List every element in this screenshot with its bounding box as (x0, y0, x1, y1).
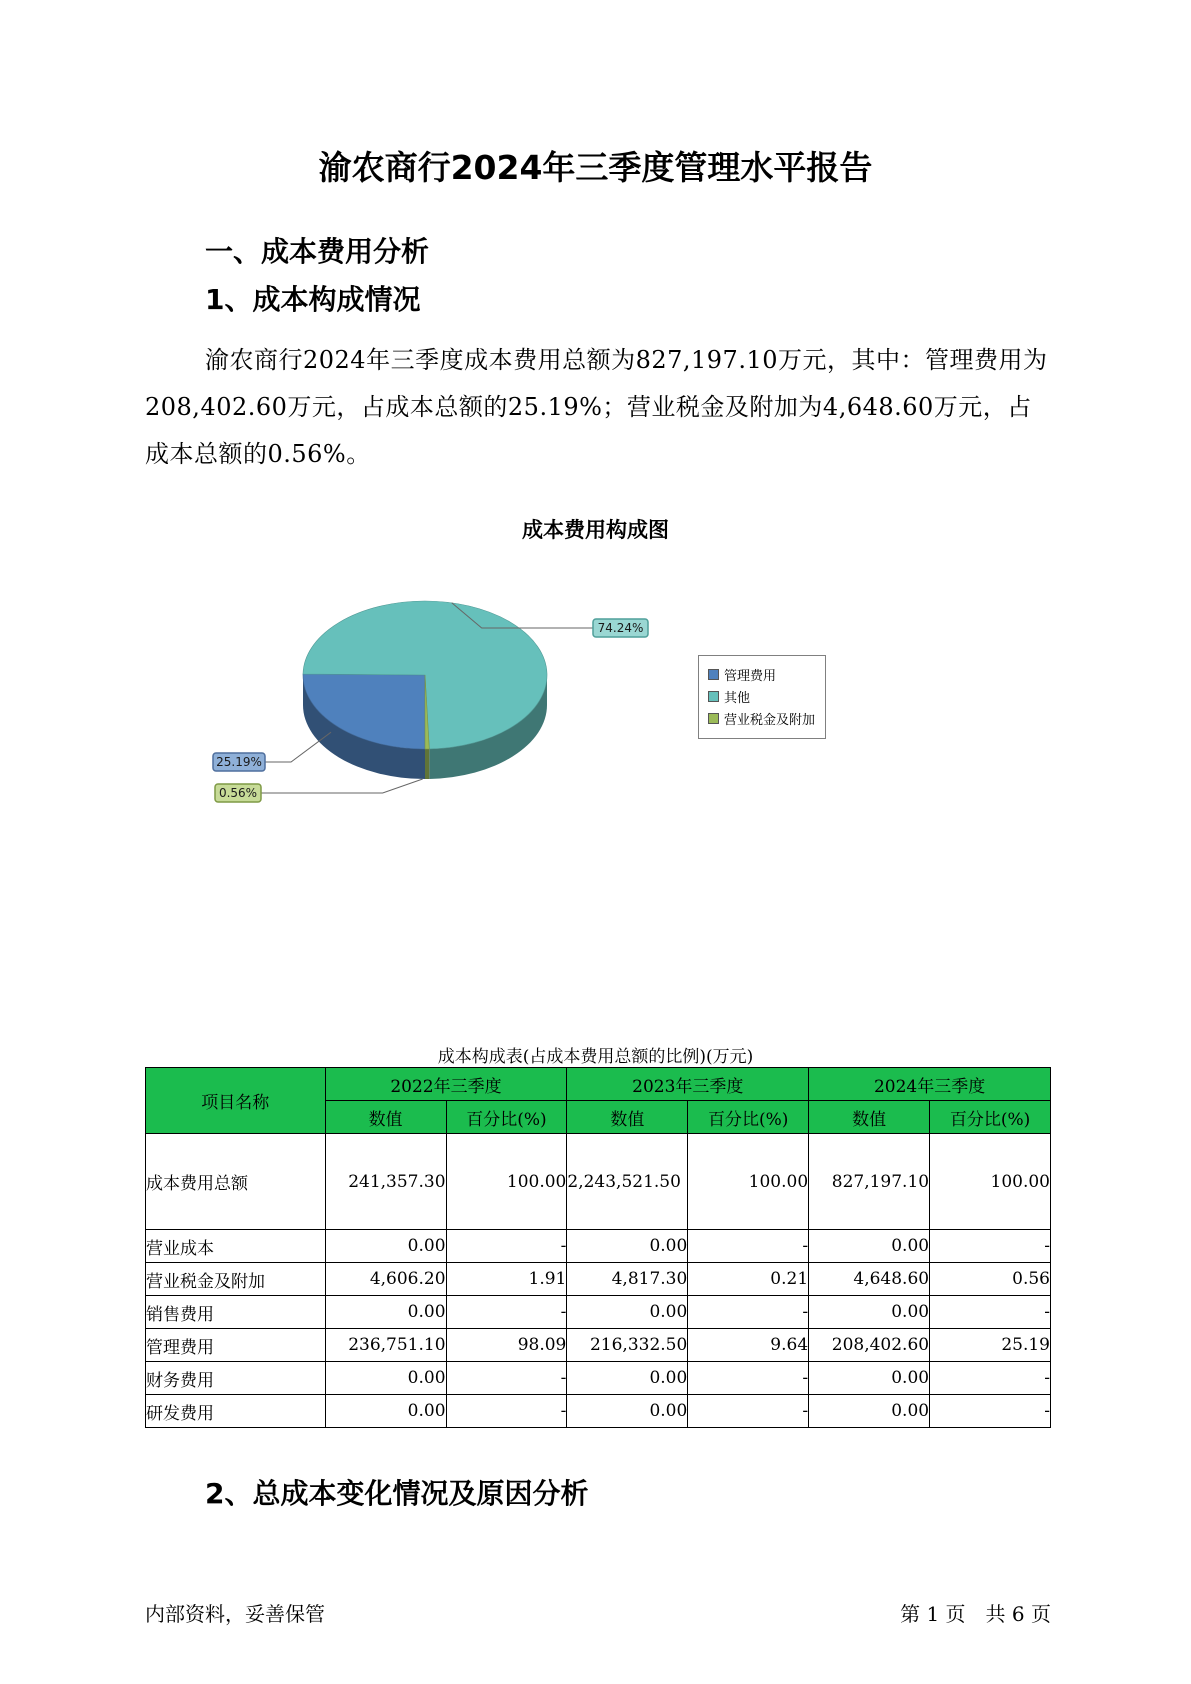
row-name: 财务费用 (146, 1362, 326, 1395)
row-name: 管理费用 (146, 1329, 326, 1362)
pie-slice-side (425, 749, 429, 779)
cell-percent: 25.19 (930, 1329, 1051, 1362)
cell-value: 0.00 (325, 1296, 446, 1329)
cell-percent: - (446, 1395, 567, 1428)
cell-percent: 0.21 (688, 1263, 809, 1296)
cell-percent: - (688, 1395, 809, 1428)
legend-label: 其他 (724, 691, 751, 706)
header-item: 项目名称 (146, 1068, 326, 1134)
legend-swatch-tax (708, 713, 719, 724)
header-period: 2023年三季度 (567, 1068, 809, 1101)
cell-value: 0.00 (325, 1395, 446, 1428)
legend-swatch-other (708, 691, 719, 702)
section-heading: 一、成本费用分析 (205, 235, 430, 268)
table-row (146, 1263, 1051, 1296)
table-row (146, 1362, 1051, 1395)
legend-label: 管理费用 (724, 669, 777, 684)
cell-value: 0.00 (809, 1230, 930, 1263)
subsection-heading: 1、成本构成情况 (205, 283, 421, 316)
row-name: 成本费用总额 (146, 1134, 326, 1230)
subsection-heading: 2、总成本变化情况及原因分析 (205, 1477, 589, 1510)
cell-percent: 9.64 (688, 1329, 809, 1362)
page-number: 第 1 页 共 6 页 (900, 1602, 1051, 1626)
legend-label: 营业税金及附加 (724, 713, 816, 728)
cell-value: 0.00 (325, 1362, 446, 1395)
header-percent: 百分比(%) (930, 1101, 1051, 1134)
cell-value: 0.00 (567, 1362, 688, 1395)
data-label: 74.24% (597, 621, 644, 635)
cell-percent: - (446, 1296, 567, 1329)
cell-value: 0.00 (809, 1296, 930, 1329)
header-period: 2024年三季度 (809, 1068, 1051, 1101)
leader-line (261, 779, 423, 793)
header-percent: 百分比(%) (688, 1101, 809, 1134)
cell-value: 4,648.60 (809, 1263, 930, 1296)
cell-value: 2,243,521.50 (567, 1134, 688, 1230)
table-row (146, 1230, 1051, 1263)
cell-value: 0.00 (567, 1296, 688, 1329)
cell-percent: - (688, 1296, 809, 1329)
footer-note: 内部资料，妥善保管 (145, 1602, 325, 1626)
cell-value: 0.00 (809, 1395, 930, 1428)
table-row (146, 1134, 1051, 1230)
header-period: 2022年三季度 (325, 1068, 567, 1101)
cell-percent: 0.56 (930, 1263, 1051, 1296)
cell-percent: - (930, 1362, 1051, 1395)
cell-percent: - (930, 1230, 1051, 1263)
cell-percent: 1.91 (446, 1263, 567, 1296)
cell-percent: 100.00 (446, 1134, 567, 1230)
header-value: 数值 (325, 1101, 446, 1134)
cell-percent: 98.09 (446, 1329, 567, 1362)
legend-item (699, 664, 825, 685)
row-name: 销售费用 (146, 1296, 326, 1329)
data-label: 0.56% (218, 786, 258, 800)
cell-value: 216,332.50 (567, 1329, 688, 1362)
cell-value: 208,402.60 (809, 1329, 930, 1362)
cell-percent: - (930, 1395, 1051, 1428)
cell-percent: 100.00 (930, 1134, 1051, 1230)
table-row (146, 1296, 1051, 1329)
cell-percent: - (688, 1362, 809, 1395)
table-row (146, 1329, 1051, 1362)
cell-percent: 100.00 (688, 1134, 809, 1230)
legend-swatch-management (708, 669, 719, 680)
header-percent: 百分比(%) (446, 1101, 567, 1134)
cell-value: 236,751.10 (325, 1329, 446, 1362)
cell-value: 0.00 (809, 1362, 930, 1395)
table-caption: 成本构成表(占成本费用总额的比例)(万元) (437, 1047, 754, 1067)
row-name: 营业成本 (146, 1230, 326, 1263)
cost-structure-table (145, 1067, 1051, 1428)
cell-value: 4,817.30 (567, 1263, 688, 1296)
cell-percent: - (930, 1296, 1051, 1329)
header-value: 数值 (809, 1101, 930, 1134)
chart-title: 成本费用构成图 (522, 518, 669, 542)
cell-percent: - (688, 1230, 809, 1263)
legend-item (699, 686, 825, 707)
table-row (146, 1395, 1051, 1428)
cell-value: 0.00 (567, 1230, 688, 1263)
cell-value: 4,606.20 (325, 1263, 446, 1296)
header-value: 数值 (567, 1101, 688, 1134)
cell-value: 827,197.10 (809, 1134, 930, 1230)
cell-value: 241,357.30 (325, 1134, 446, 1230)
cell-value: 0.00 (325, 1230, 446, 1263)
cell-percent: - (446, 1230, 567, 1263)
cell-percent: - (446, 1362, 567, 1395)
row-name: 营业税金及附加 (146, 1263, 326, 1296)
summary-paragraph: 渝农商行2024年三季度成本费用总额为827,197.10万元，其中：管理费用为208,402.60万元，占成本总额的25.19%；营业税金及附加为4,648.60万元，占成本总额的0.56%。 (145, 346, 1048, 468)
data-label: 25.19% (216, 755, 262, 769)
page-title: 渝农商行2024年三季度管理水平报告 (318, 148, 873, 187)
row-name: 研发费用 (146, 1395, 326, 1428)
pie-chart (0, 570, 1191, 830)
chart-legend (698, 655, 826, 739)
legend-item (699, 708, 825, 729)
cell-value: 0.00 (567, 1395, 688, 1428)
